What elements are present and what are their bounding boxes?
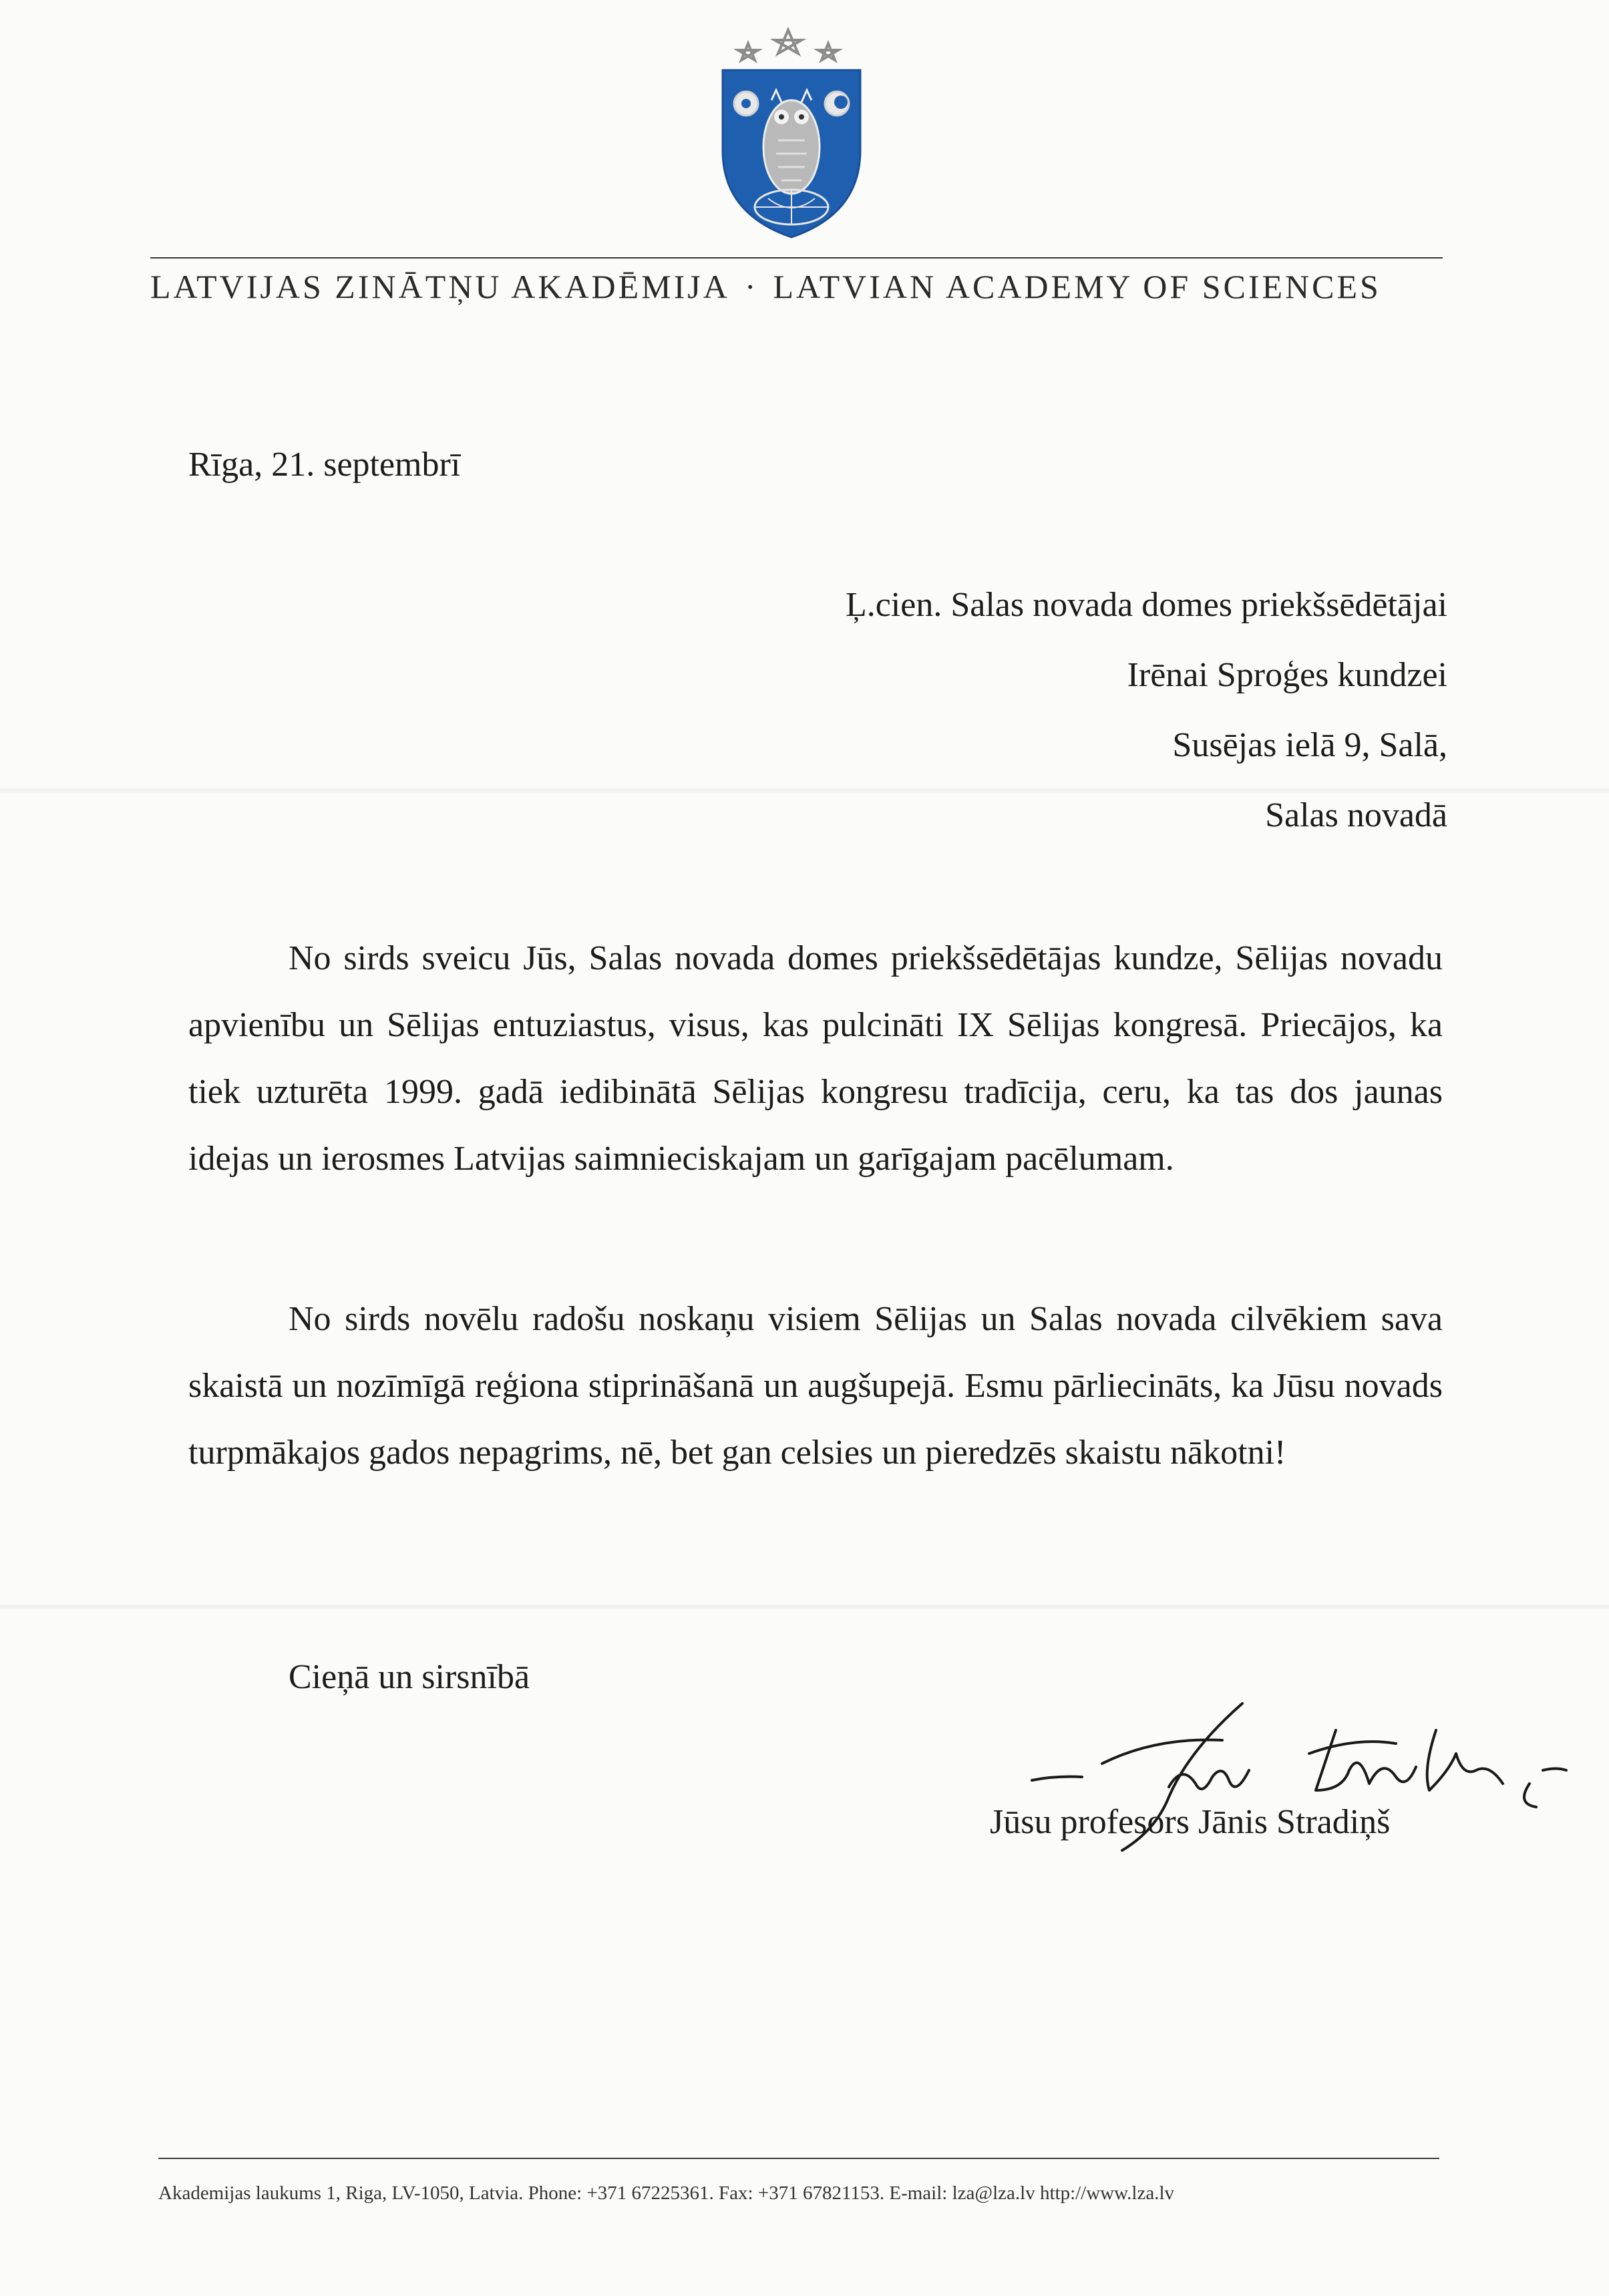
recipient-line: Ļ.cien. Salas novada domes priekšsēdētājai — [845, 586, 1447, 624]
recipient-line: Susējas ielā 9, Salā, — [1172, 726, 1447, 764]
letterhead-title — [150, 267, 1443, 306]
signature-line: Jūsu profesors Jānis Stradiņš — [990, 1803, 1391, 1841]
paper-fold — [0, 1603, 1609, 1610]
header-rule — [150, 257, 1443, 259]
letterhead-latvian: LATVIJAS ZINĀTŅU AKADĒMIJA — [150, 268, 730, 305]
academy-crest-logo — [715, 23, 868, 240]
footer-address: Akademijas laukums 1, Riga, LV-1050, Latvia. Phone: +371 67225361. Fax: +371 67821153. E-mail: lza@lza.lv http://www.lza.lv — [158, 2182, 1175, 2204]
body-paragraph: No sirds novēlu radošu noskaņu visiem Sēlijas un Salas novada cilvēkiem sava skaistā un nozīmīgā reģiona stiprināšanā un augšupejā. Esmu pārliecināts, ka Jūsu novads turpmākajos gados nepagrims, nē, bet gan celsies un pieredzēs skaistu nākotni! — [188, 1300, 1443, 1472]
recipient-line: Salas novadā — [1265, 796, 1447, 834]
footer-rule — [158, 2158, 1439, 2159]
paper-fold — [0, 787, 1609, 794]
letterhead-separator: · — [744, 268, 759, 305]
body-paragraph: No sirds sveicu Jūs, Salas novada domes priekšsēdētājas kundze, Sēlijas novadu apvienību un Sēlijas entuziastus, visus, kas pulcināti IX Sēlijas kongresā. Priecājos, ka tiek uzturēta 1999. gadā iedibinātā Sēlijas kongresu tradīcija, ceru, ka tas dos jaunas idejas un ierosmes Latvijas saimnieciskajam un garīgajam pacēlumam. — [188, 939, 1443, 1178]
date-line: Rīga, 21. septembrī — [188, 446, 461, 484]
recipient-line: Irēnai Sproģes kundzei — [1127, 656, 1447, 694]
closing-line: Cieņā un sirsnībā — [289, 1658, 530, 1696]
letterhead-english: LATVIAN ACADEMY OF SCIENCES — [773, 268, 1381, 305]
